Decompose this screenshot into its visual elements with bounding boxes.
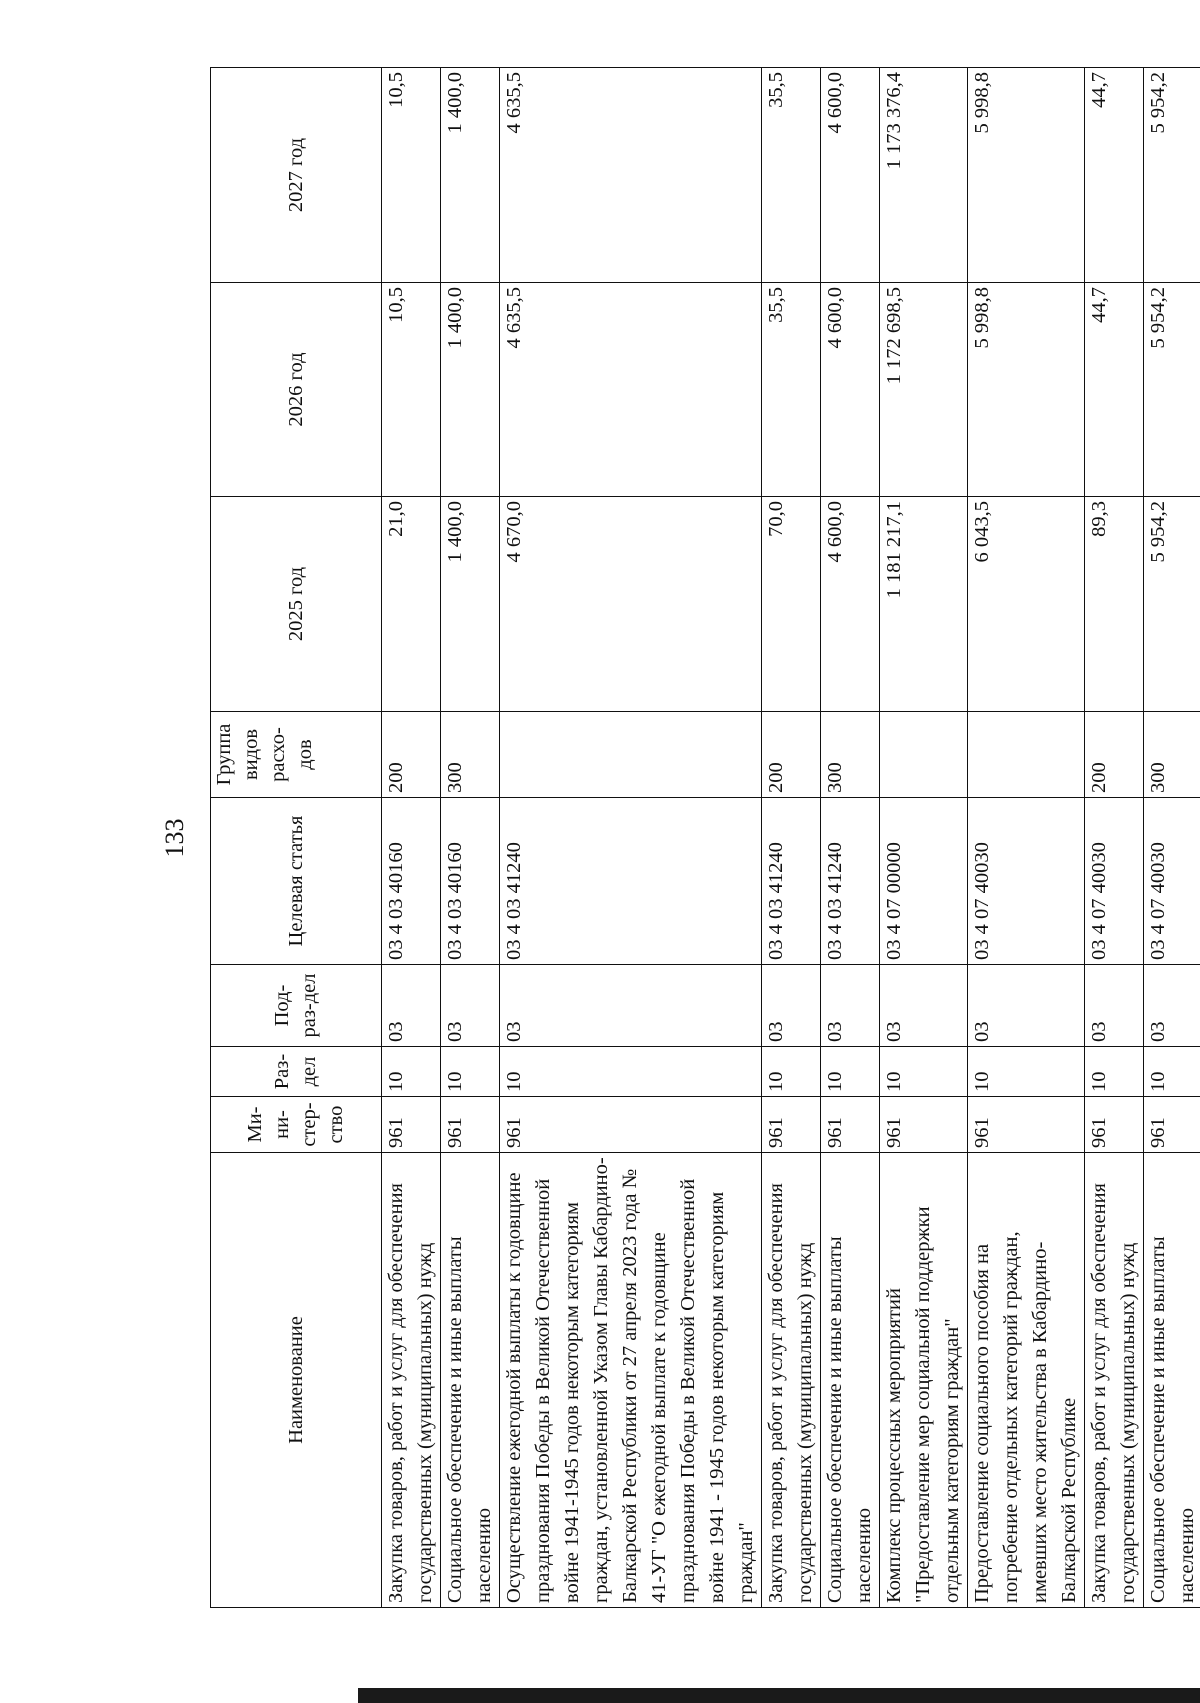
row-razdel: 10 <box>762 1047 821 1097</box>
row-podrazdel: 03 <box>762 965 821 1047</box>
row-razdel: 10 <box>500 1047 762 1097</box>
header-name: Наименование <box>211 1153 382 1608</box>
row-2025: 89,3 <box>1085 497 1144 712</box>
row-celevaya: 03 4 03 40160 <box>441 798 500 965</box>
row-celevaya: 03 4 03 41240 <box>821 798 880 965</box>
row-razdel: 10 <box>441 1047 500 1097</box>
row-podrazdel: 03 <box>1085 965 1144 1047</box>
rotated-page <box>150 68 1198 1608</box>
row-celevaya: 03 4 03 41240 <box>762 798 821 965</box>
row-gruppa: 200 <box>1085 712 1144 798</box>
row-name: Комплекс процессных мероприятий "Предоставление мер социальной поддержки отдельным категориям граждан" <box>880 1153 968 1608</box>
row-gruppa: 300 <box>441 712 500 798</box>
row-name: Социальное обеспечение и иные выплаты населению <box>821 1153 880 1608</box>
row-2027: 4 600,0 <box>821 68 880 283</box>
header-2025: 2025 год <box>211 497 382 712</box>
row-name: Предоставление социального пособия на погребение отдельных категорий граждан, имевших место жительства в Кабардино-Балкарской Республике <box>968 1153 1085 1608</box>
row-2026: 35,5 <box>762 283 821 497</box>
row-celevaya: 03 4 07 40030 <box>1144 798 1200 965</box>
row-ministry: 961 <box>968 1097 1085 1153</box>
row-razdel: 10 <box>821 1047 880 1097</box>
table-row <box>441 68 500 1608</box>
row-name: Закупка товаров, работ и услуг для обеспечения государственных (муниципальных) нужд <box>382 1153 441 1608</box>
table-row <box>821 68 880 1608</box>
header-razdel: Раз-дел <box>211 1047 382 1097</box>
header-2026: 2026 год <box>211 283 382 497</box>
row-podrazdel: 03 <box>382 965 441 1047</box>
row-name: Осуществление ежегодной выплаты к годовщине празднования Победы в Великой Отечественной войне 1941-1945 годов некоторым категориям граждан, установленной Указом Главы Кабардино-Балкарской Республики от 27 апреля 2023 года № 41-УГ "О ежегодной выплате к годовщине празднования Победы в Великой Отечественной войне 1941 - 1945 годов некоторым категориям граждан" <box>500 1153 762 1608</box>
row-gruppa: 300 <box>1144 712 1200 798</box>
header-2027: 2027 год <box>211 68 382 283</box>
page-number: 133 <box>160 818 189 858</box>
row-2025: 4 670,0 <box>500 497 762 712</box>
row-name: Социальное обеспечение и иные выплаты населению <box>1144 1153 1200 1608</box>
row-gruppa: 200 <box>762 712 821 798</box>
row-2026: 44,7 <box>1085 283 1144 497</box>
row-ministry: 961 <box>500 1097 762 1153</box>
table-row <box>1144 68 1200 1608</box>
row-2026: 1 400,0 <box>441 283 500 497</box>
row-podrazdel: 03 <box>1144 965 1200 1047</box>
row-podrazdel: 03 <box>500 965 762 1047</box>
header-gruppa: Группа видов расхо-дов <box>211 712 382 798</box>
row-2025: 4 600,0 <box>821 497 880 712</box>
header-ministry: Ми-ни-стер-ство <box>211 1097 382 1153</box>
row-2027: 1 400,0 <box>441 68 500 283</box>
row-gruppa: 200 <box>382 712 441 798</box>
row-2026: 5 998,8 <box>968 283 1085 497</box>
row-ministry: 961 <box>1085 1097 1144 1153</box>
row-razdel: 10 <box>1144 1047 1200 1097</box>
row-2025: 5 954,2 <box>1144 497 1200 712</box>
row-razdel: 10 <box>1085 1047 1144 1097</box>
row-podrazdel: 03 <box>441 965 500 1047</box>
row-celevaya: 03 4 07 40030 <box>968 798 1085 965</box>
row-2025: 1 400,0 <box>441 497 500 712</box>
row-2027: 35,5 <box>762 68 821 283</box>
budget-table <box>210 67 1200 1608</box>
scan-edge-bar <box>358 1688 1200 1703</box>
row-name: Закупка товаров, работ и услуг для обеспечения государственных (муниципальных) нужд <box>762 1153 821 1608</box>
row-2026: 10,5 <box>382 283 441 497</box>
row-celevaya: 03 4 07 00000 <box>880 798 968 965</box>
row-2025: 6 043,5 <box>968 497 1085 712</box>
row-celevaya: 03 4 03 40160 <box>382 798 441 965</box>
row-2025: 21,0 <box>382 497 441 712</box>
table-row <box>500 68 762 1608</box>
row-2027: 5 998,8 <box>968 68 1085 283</box>
row-2027: 10,5 <box>382 68 441 283</box>
row-ministry: 961 <box>441 1097 500 1153</box>
row-2026: 4 635,5 <box>500 283 762 497</box>
row-gruppa: 300 <box>821 712 880 798</box>
row-2026: 5 954,2 <box>1144 283 1200 497</box>
header-podrazdel: Под-раз-дел <box>211 965 382 1047</box>
row-gruppa <box>500 712 762 798</box>
table-row <box>382 68 441 1608</box>
row-2027: 44,7 <box>1085 68 1144 283</box>
row-ministry: 961 <box>382 1097 441 1153</box>
row-2025: 70,0 <box>762 497 821 712</box>
row-gruppa <box>968 712 1085 798</box>
row-2026: 1 172 698,5 <box>880 283 968 497</box>
row-ministry: 961 <box>821 1097 880 1153</box>
row-2025: 1 181 217,1 <box>880 497 968 712</box>
row-ministry: 961 <box>762 1097 821 1153</box>
table-row <box>1085 68 1144 1608</box>
row-podrazdel: 03 <box>968 965 1085 1047</box>
row-ministry: 961 <box>1144 1097 1200 1153</box>
table-row <box>880 68 968 1608</box>
row-razdel: 10 <box>880 1047 968 1097</box>
row-name: Социальное обеспечение и иные выплаты населению <box>441 1153 500 1608</box>
header-row <box>211 68 382 1608</box>
row-ministry: 961 <box>880 1097 968 1153</box>
row-name: Закупка товаров, работ и услуг для обеспечения государственных (муниципальных) нужд <box>1085 1153 1144 1608</box>
row-2027: 5 954,2 <box>1144 68 1200 283</box>
row-2027: 1 173 376,4 <box>880 68 968 283</box>
row-celevaya: 03 4 07 40030 <box>1085 798 1144 965</box>
row-razdel: 10 <box>382 1047 441 1097</box>
row-celevaya: 03 4 03 41240 <box>500 798 762 965</box>
row-2026: 4 600,0 <box>821 283 880 497</box>
row-podrazdel: 03 <box>880 965 968 1047</box>
row-razdel: 10 <box>968 1047 1085 1097</box>
row-podrazdel: 03 <box>821 965 880 1047</box>
header-celevaya: Целевая статья <box>211 798 382 965</box>
table-row <box>762 68 821 1608</box>
table-row <box>968 68 1085 1608</box>
row-2027: 4 635,5 <box>500 68 762 283</box>
row-gruppa <box>880 712 968 798</box>
